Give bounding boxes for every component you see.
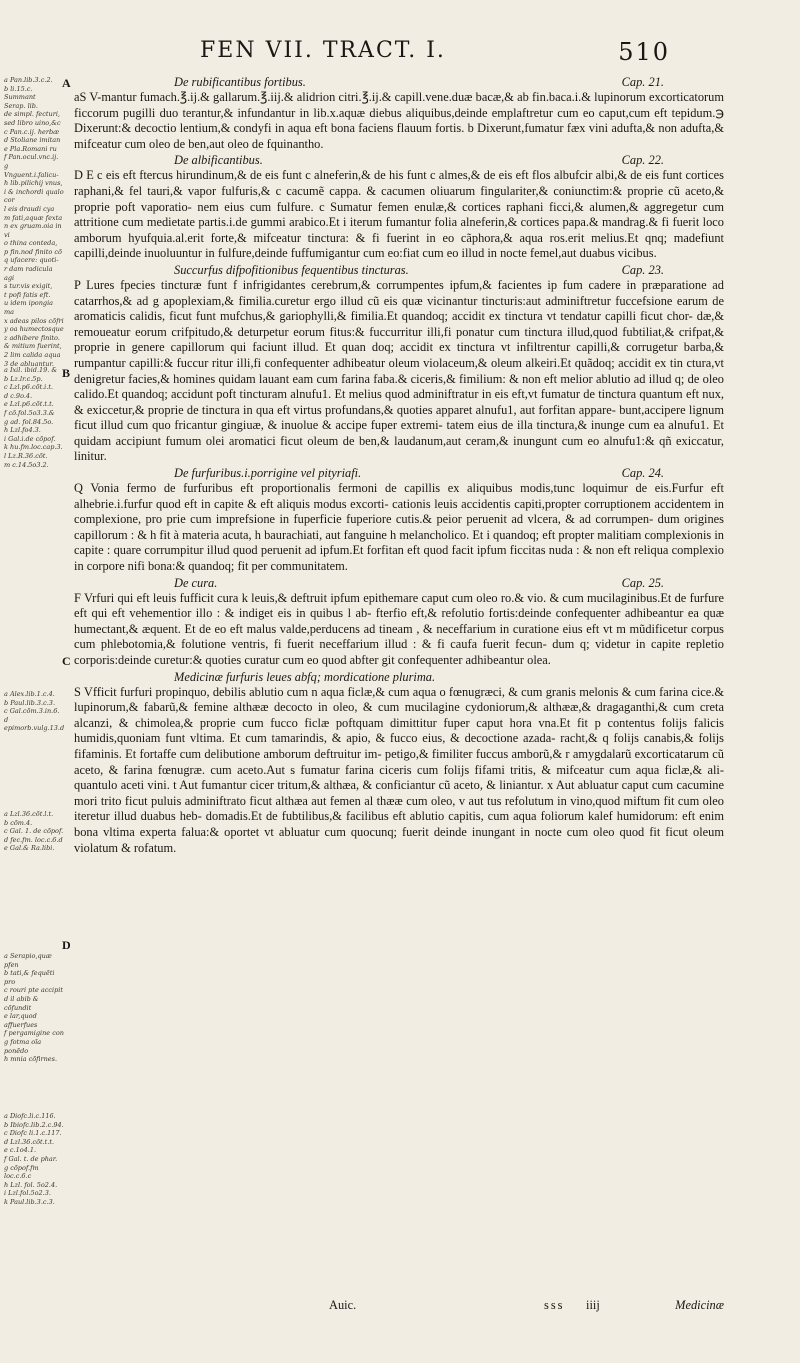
signature-number: iiij [586,1298,600,1312]
paragraph: P Lures fpecies tincturæ funt f infrigidantes cerebrum,& corrumpentes ipfum,& facientes ip fum cadere in præparatione ad catarrhos,& ad g apoplexiam,& fimilia.curetur ergo illud cũ eis quæ vicinantur tincturis:aut adminiftretur fuccefsione earum de aromaticis calidis, ficut funt mufchus,& gariophylli,& fimilia.Et quandoq; accidit ex tinctura vt tendatur capilli ficut chor- dæ,& remoueatur eorum crifpitudo,& deturpetur eorum fitus:& fuccurritur illi,fi ponatur cum tinctura illud,quod fubtiliat,& crifpat,& proprie in genere capillorum qui faciunt illud. Et quan doq; accidit ex tinctura vt infiltrentur capilli,& corrugetur barba,& rumpantur capilli:& fuccur ritur illi,fi confequenter adhibeatur oleum violaceum,& oleum alkeiri.Et quãdoq; accidit ex tin ctura,vt denigretur facies,& homines quidam lauant eam cum farina faba.& ciceris,& fimilium: & non eft melior ablutio ad illud q; de oleo calido.Et quandoq; accidunt poft tincturam alnufu1. Et melius quod adminiftratur in eis eft,vt fumatur de tinctura quantum eft nux, & exiccetur,& proprie de tinctura in qua eft virtus profundans,& quoties apparet alnufu1, aut forfitan appare- bunt,accipere lignum ficut illud cum quo fricantur gingiuæ, & inuolue & accipe fuper extremi- tatem eius de illa tinctura,& inunge cum ea alnufu1. Et quidam accipiunt fumum olei aromatici ficut oleum de ben,& laudanum,aut ceram,& inungunt cum eo alnufu1:& qñ exiccatur, linitur. [74,277,724,464]
section-heading [74,670,724,685]
margin-letter: D [62,938,71,952]
page-number: 510 [618,38,670,66]
section-title: De rubificantibus fortibus. [174,75,306,89]
section-heading [74,263,724,278]
margin-letter: A [62,76,71,90]
section-heading [74,153,724,168]
running-title: FEN VII. TRACT. I. [200,38,446,63]
section-heading [74,75,724,90]
section-heading [74,576,724,591]
paragraph: Q Vonia fermo de furfuribus eft proportionalis fermoni de capillis ex aliquibus modis,tunc loquimur de eis.Furfur eft alhebrie.i.furfur quod eft in capite & eft aliquis modus excorti- cationis leuis accidentis capiti,propter corruptionem accidentem in complexione, pro prie cum imprefsione in fuperficie fuperiore cutis.& peior peruenit ad vlcera, & ad corrumpen- dum origines capillorum : & h fit à materia acuta, h baurachiati, aut fanguine h melancholico. Et i quandoq; eft propter malitiam complexionis in capite : quare corrumpitur illud quod peruenit ad ipfum.Et forfitan eft quod facit ipfum ficcitas nuda : & non eft reliqua complexio in corpore nifi bona:& quandoq; fit per communitatem. [74,481,724,574]
section-title: De furfuribus.i.porrigine vel pityriafi. [174,466,362,481]
chapter-number: Cap. 25. [621,575,664,590]
section-title: Medicinæ furfuris leues abfq; mordicatione plurima. [174,669,436,684]
margin-note: a Ixil. ibid.19. & b Lz.lr.c.5p. c Lzl.p6.cõt.i.t. d c.9o.4. e Lzl.p6.cõt.t.t. f cõ.fol.5o3.3.& g ad. fol.84.5o. h Lzl.fo4.3. i Gal.i.de cõpof. k hu.fm.loc.cap.3. l Lz.R.36.cõt. m c.14.5o3.2. [4,366,63,469]
catchword-right: Medicinæ [675,1298,724,1312]
catchword-left: Auic. [329,1298,357,1312]
section-heading [74,466,724,481]
main-text-column [74,74,724,857]
paragraph: F Vrfuri qui eft leuis fufficit cura k leuis,& deftruit ipfum epithemare caput cum oleo ro.& vio. & cum mucilaginibus.Et de furfure eft qui eft vehementior illo : & indiget eis in quibus l ab- fterfio eft,& refolutio fortis:deinde confequenter adhibeantur ea quæ humectant,& æquent. Et de eo eft malus valde,perducens ad tineam , & neceffarium in curatione eius eft vt m mũdificetur corpus cum phlebotomia,& folutione ventris, fi fuerit neceffarium illud : & fi caufa fuerit fecun- dum q; videtur in capite repletio corporis:deinde curetur:& quoties curatur cum eo quod abfter git confequenter adhibeantur olea. [74,590,724,667]
chapter-number: Cap. 23. [621,262,664,277]
section-title: De cura. [174,575,218,590]
margin-note: a Lzl.36.cõt.l.t. b cõm.4. c Gal. 1. de cõpof. d fec.fm. loc.c.6.d e Gal.& Ra.libi. [4,810,64,853]
section-title: Succurfus difpofitionibus fequentibus tincturas. [174,262,409,277]
chapter-number: Cap. 21. [621,75,664,89]
margin-letter: C [62,654,71,668]
page-header [200,38,670,72]
signature-mark: sss [544,1298,565,1312]
margin-note: a Pan.lib.3.c.2. b li.15.c. Summant Serap. lib. de simpl. fecturi, sed libro uino,&c c Pan.c.ij. herbæ d Stoliane imitan e Pla.Romani ru f Pan.ocul.vnc.ij. g Vnguent.i.falicu- h lib.pilichij vnus, i & inchordi qualo cor l eis draudi cya m fati,aquæ fexta n ex gruam.oia in vi o thina conteda, p fin.nod finito cõ q ufacere: quoti- r dam radicula agi s tur.vis exigit, t pofi fatis eft. u idem ipongia ma x adeas pilos cõfri y oa humectosque z adhibere finito. & mitium fuerint, 2 lim calida aqua 3 de abluantur. [4,76,64,368]
paragraph: S Vfficit furfuri propinquo, debilis ablutio cum n aqua ficlæ,& cum aqua o fœnugræci, & cum granis melonis & cum farina cice.& lupinorum,& fabarũ,& femine althææ decocto in oleo, & cum mucilagine cydoniorum,& althææ,& dragaganthi,& cum creta alcanzi, & chimolea,& proprie cum fucco ficlæ poftquam dimittitur fuper caput hora vna.Et fit p contentus folijs falicis humidis,quoniam funt vltima. Et cum tamarindis, & apio, & fucco eius, & decoctione azada- racht,& q folijs canabis,& folijs fifaminis. Et fortaffe cum delibutione amborum deftruitur im- petigo,& fimiliter fuccus amborũ,& r amygdalarũ excorticatarum cũ aceto, & farina fœnugræ. cum aceto.Aut s fumatur farina ciceris cum folijs fifami tritis, & mifceatur cum aqua ficlæ,& ali- quantulo aceti vini. t Aut fumantur cicer tritum,& althæa, & conficiantur cũ aceto, & liniantur. x Aut abluatur caput cum cacumine mori trito ficut puluis adminiftrato ficut althæa aut femen al thææ cum oleo, v aut tus refolutum in vino,quod miftum fit cum oleo iteretur illud duabus heb- domadis.Et de fubtilibus,& facilibus eft ablutio capitis, cum aqua foliorum kalef humidorum: eft enim bona vltima experta falua:& oportet vt abluatur cum quocunq; fuerit deinde inungant in nocte cum oleo quod fit ficut oleum violatum & rofatum. [74,684,724,855]
margin-letter: B [62,366,71,380]
chapter-number: Cap. 24. [621,466,664,481]
page-footer [74,1298,724,1316]
paragraph: aS V-mantur fumach.℥.ij.& gallarum.℥.iij.& alidrion citri.℥.ij.& capill.vene.duæ bacæ,& ab fin.baca.i.& lupinorum excorticatorum ficcorum pugilli duo terantur,& infundantur in lib.x.aquæ diebus aliquibus,deinde emplaftretur cum eo caput,cum eft tepidum.℈ Dixerunt:& decoctio lentium,& condyfi in aqua eft bona faciens flauum fortis. b Dixerunt,fumatur fæx vini adufta,& non adufta,& mifceatur cum oleo de ben,aut oleo de fquinantho. [74,90,724,151]
paragraph: D E c eis eft ftercus hirundinum,& de eis funt c alneferin,& de his funt c almes,& de eis eft flos albufcir albi,& de eis funt cortices raphani,& fel tauri,& vapor fulfuris,& c cacumẽ cappa. & cacumen oliuarum fingulariter,& coniunctim:& proprie cũ aceto,& proprie poft vaporatio- nem eius cum fulfure. c Sumatur femen enulæ,& cortices raphani ficci,& alumen,& aggregetur cum attritione cum medietate partis.i.de gummi arabico.Et i iterum fumantur folia alneferin,& cortices papa.& mandrag.& fi fuerit loco amborum hyufquia.al.erit forte,& mifceatur tinctura: & fi fuerint in eo cãphora,& aqua ros.erit melius.Et qnq; madefiunt capilli,deinde inuoluuntur in fulfure,deinde fuffumigantur cum eo:fiat cum eo illud in nocte femel,aut duabus vicibus. [74,168,724,261]
margin-note: a Alex.lib.1.c.4. b Paul.lib.3.c.3. c Gal.cõm.3.in.6. d epimorb.vulg.13.d [4,690,65,733]
margin-note: a Serapio,quæ pfen b tati,& fequẽti pro c rouri pte accipit d il abib & cõfundit e lar,quod affuerfues f pergamigine con g fotma oĩa ponẽdo h mnia cõfirnes. [4,952,64,1064]
section-title: De albificantibus. [174,153,263,168]
chapter-number: Cap. 22. [621,153,664,168]
margin-note: a Diofc.li.c.116. b Ibiofc.lib.2.c.94. c Diofc li.1.c.117. d Lzl.36.cõt.t.t. e c.1o4.1. f Gal. t. de phar. g cõpof.fm loc.c.6.c h Lzl. fol. 5o2.4. i Lzl.fol.5o2.3. k Paul.lib.3.c.3. [4,1112,64,1206]
